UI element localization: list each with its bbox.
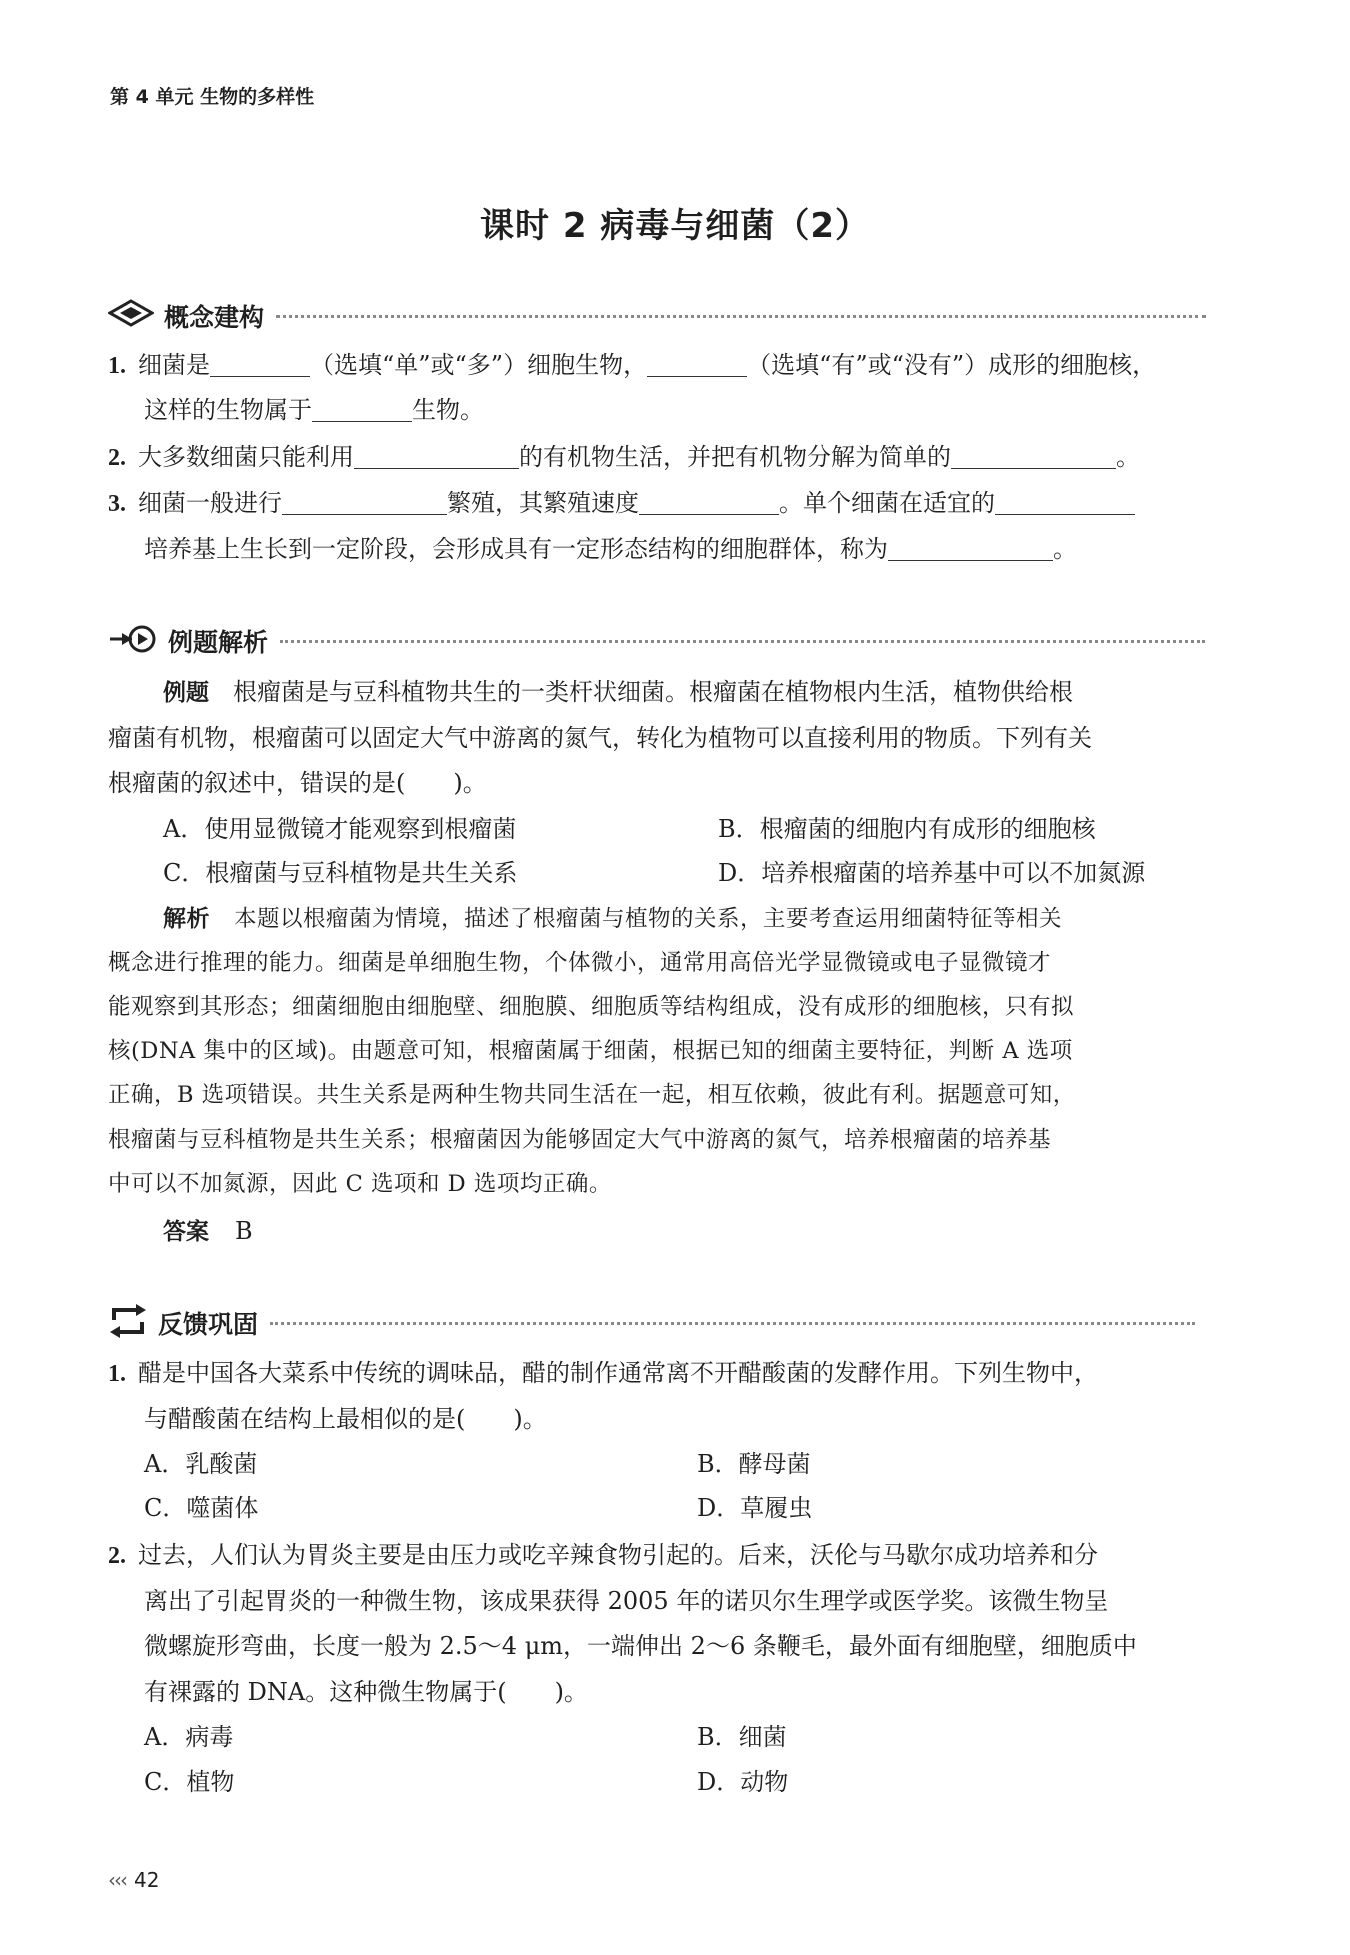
answer-blank[interactable]	[639, 490, 779, 515]
example-option-c[interactable]: C．根瘤菌与豆科植物是共生关系	[163, 859, 518, 887]
concept-q3-line1	[108, 488, 1135, 519]
page-title: 课时 2 病毒与细菌（2）	[480, 206, 870, 246]
section-concept-label: 概念建构	[164, 303, 265, 332]
text: 大多数细菌只能利用	[138, 443, 354, 471]
question-number: 2.	[108, 445, 126, 471]
question-number: 1.	[108, 353, 126, 379]
section-divider	[270, 1322, 1195, 1325]
section-divider	[280, 640, 1205, 643]
text: （选填“单”或“多”）细胞生物，	[310, 351, 648, 379]
text: 细菌是	[138, 351, 210, 379]
arrow-target-icon	[108, 624, 158, 658]
example-option-d[interactable]: D．培养根瘤菌的培养基中可以不加氮源	[718, 859, 1146, 887]
text: 。单个细菌在适宜的	[779, 489, 995, 517]
answer-blank[interactable]	[282, 490, 447, 515]
feedback-q1-line1	[108, 1358, 1098, 1389]
answer-value: B	[235, 1217, 253, 1245]
feedback-q2-option-d[interactable]: D．动物	[697, 1768, 789, 1796]
analysis-label: 解析	[163, 906, 210, 932]
section-divider	[276, 315, 1206, 318]
analysis-line1	[163, 904, 1062, 934]
example-line1	[163, 677, 1073, 708]
concept-q3-line2	[144, 534, 1077, 564]
text: 繁殖，其繁殖速度	[447, 489, 639, 517]
example-line3: 根瘤菌的叙述中，错误的是( )。	[108, 769, 487, 797]
answer-blank[interactable]	[888, 536, 1053, 561]
analysis-line3: 能观察到其形态；细菌细胞由细胞壁、细胞膜、细胞质等结构组成，没有成形的细胞核，只有拟	[108, 994, 1075, 1020]
feedback-q2-line1	[108, 1540, 1098, 1571]
feedback-q1-option-b[interactable]: B．酵母菌	[697, 1450, 811, 1478]
analysis-line2: 概念进行推理的能力。细菌是单细胞生物，个体微小，通常用高倍光学显微镜或电子显微镜才	[108, 950, 1052, 976]
text: （选填“有”或“没有”）成形的细胞核，	[747, 351, 1157, 379]
unit-header: 第 4 单元 生物的多样性	[110, 86, 315, 108]
question-number: 1.	[108, 1361, 126, 1387]
section-example-header	[108, 621, 1205, 661]
answer-blank[interactable]	[354, 444, 519, 469]
analysis-line7: 中可以不加氮源，因此 C 选项和 D 选项均正确。	[108, 1171, 612, 1197]
answer-blank[interactable]	[951, 444, 1116, 469]
text: 本题以根瘤菌为情境，描述了根瘤菌与植物的关系，主要考查运用细菌特征等相关	[234, 906, 1063, 932]
text: 这样的生物属于	[144, 396, 312, 424]
text: 。	[1116, 443, 1140, 471]
concept-q1-line1	[108, 350, 1156, 381]
analysis-line5: 正确，B 选项错误。共生关系是两种生物共同生活在一起，相互依赖，彼此有利。据题意可知，	[108, 1082, 1076, 1108]
section-feedback-header	[108, 1303, 1195, 1343]
text: 生物。	[412, 396, 484, 424]
feedback-q2-option-a[interactable]: A．病毒	[144, 1723, 234, 1751]
section-example-label: 例题解析	[168, 628, 269, 657]
feedback-q1-option-a[interactable]: A．乳酸菌	[144, 1450, 258, 1478]
page-arrows-icon: ‹‹‹	[108, 1868, 126, 1892]
text: 的有机物生活，并把有机物分解为简单的	[519, 443, 951, 471]
feedback-q1-option-c[interactable]: C．噬菌体	[144, 1494, 259, 1522]
analysis-line4: 核(DNA 集中的区域)。由题意可知，根瘤菌属于细菌，根据已知的细菌主要特征，判断 A 选项	[108, 1038, 1073, 1064]
example-label: 例题	[163, 680, 209, 706]
feedback-q2-option-c[interactable]: C．植物	[144, 1768, 235, 1796]
feedback-q2-option-b[interactable]: B．细菌	[697, 1723, 787, 1751]
concept-q1-line2	[144, 395, 484, 425]
answer-line	[163, 1216, 253, 1247]
page-number-footer	[108, 1868, 159, 1892]
page-number: 42	[134, 1868, 160, 1892]
example-option-b[interactable]: B．根瘤菌的细胞内有成形的细胞核	[718, 815, 1096, 843]
text: 。	[1053, 535, 1077, 563]
text: 培养基上生长到一定阶段，会形成具有一定形态结构的细胞群体，称为	[144, 535, 888, 563]
text: 根瘤菌是与豆科植物共生的一类杆状细菌。根瘤菌在植物根内生活，植物供给根	[233, 678, 1073, 706]
layers-icon	[108, 299, 154, 333]
concept-q2	[108, 442, 1140, 473]
feedback-q1-line2: 与醋酸菌在结构上最相似的是( )。	[144, 1405, 547, 1433]
text: 细菌一般进行	[138, 489, 282, 517]
answer-blank[interactable]	[210, 352, 310, 377]
answer-label: 答案	[163, 1219, 209, 1245]
question-number: 2.	[108, 1543, 126, 1569]
example-option-a[interactable]: A．使用显微镜才能观察到根瘤菌	[163, 815, 517, 843]
text: 醋是中国各大菜系中传统的调味品，醋的制作通常离不开醋酸菌的发酵作用。下列生物中，	[138, 1359, 1098, 1387]
answer-blank[interactable]	[995, 490, 1135, 515]
text: 过去，人们认为胃炎主要是由压力或吃辛辣食物引起的。后来，沃伦与马歇尔成功培养和分	[138, 1541, 1098, 1569]
section-feedback-label: 反馈巩固	[158, 1310, 259, 1339]
answer-blank[interactable]	[312, 397, 412, 422]
feedback-q2-line4: 有裸露的 DNA。这种微生物属于( )。	[144, 1678, 588, 1706]
section-concept-header	[108, 296, 1206, 336]
analysis-line6: 根瘤菌与豆科植物是共生关系；根瘤菌因为能够固定大气中游离的氮气，培养根瘤菌的培养基	[108, 1127, 1052, 1153]
refresh-icon	[108, 1304, 148, 1342]
feedback-q2-line2: 离出了引起胃炎的一种微生物，该成果获得 2005 年的诺贝尔生理学或医学奖。该微生物呈	[144, 1587, 1109, 1615]
answer-blank[interactable]	[647, 352, 747, 377]
feedback-q1-option-d[interactable]: D．草履虫	[697, 1494, 813, 1522]
example-line2: 瘤菌有机物，根瘤菌可以固定大气中游离的氮气，转化为植物可以直接利用的物质。下列有关	[108, 724, 1092, 752]
feedback-q2-line3: 微螺旋形弯曲，长度一般为 2.5～4 μm，一端伸出 2～6 条鞭毛，最外面有细胞壁，细胞质中	[144, 1632, 1137, 1660]
question-number: 3.	[108, 491, 126, 517]
